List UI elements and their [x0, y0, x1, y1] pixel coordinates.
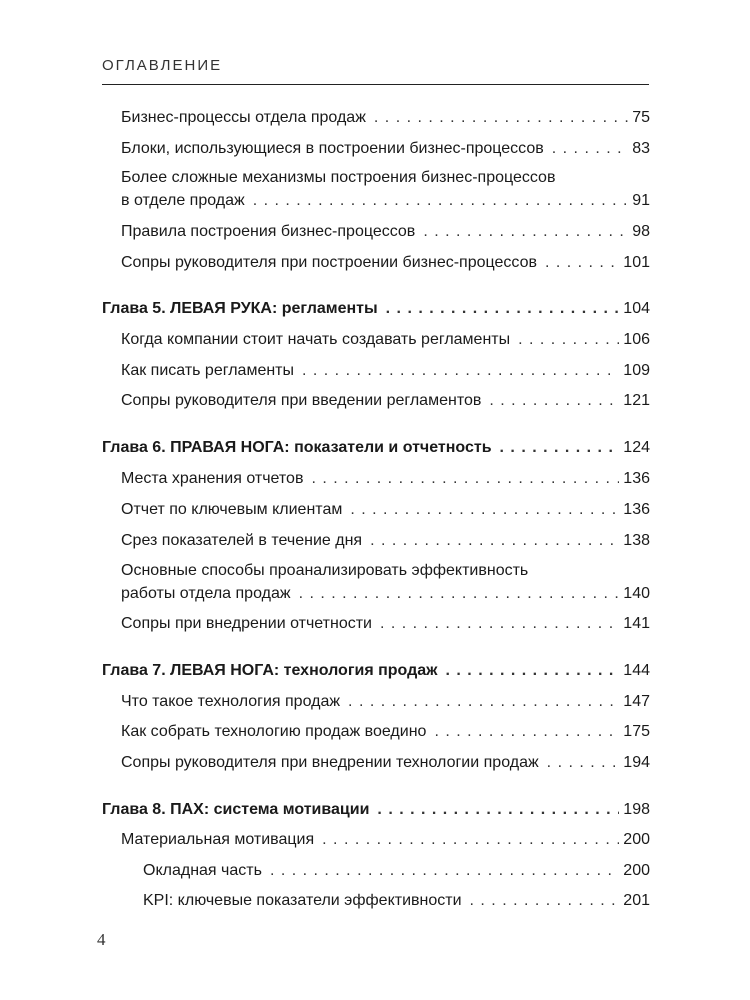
toc-entry	[121, 830, 650, 850]
toc-entry	[121, 469, 650, 489]
dot-leader	[552, 139, 628, 159]
dot-leader	[302, 361, 619, 381]
toc-entry	[121, 500, 650, 520]
dot-leader	[348, 692, 619, 712]
toc-chapter-page: 198	[623, 801, 650, 818]
toc-entry-title: Сопры руководителя при внедрении технологии продаж	[121, 754, 539, 771]
toc-entry-title: в отделе продаж	[121, 192, 245, 209]
toc-entry	[121, 139, 650, 159]
toc-entry-page: 91	[632, 192, 650, 209]
toc-entry	[121, 222, 650, 242]
toc-entry-title: Когда компании стоит начать создавать регламенты	[121, 331, 511, 348]
toc-entry	[121, 253, 650, 273]
toc-entry-title: Сопры руководителя при построении бизнес-процессов	[121, 254, 537, 271]
dot-leader	[380, 614, 619, 634]
toc-chapter	[102, 299, 650, 319]
dot-leader	[299, 584, 620, 604]
toc-entry-title: Материальная мотивация	[121, 831, 315, 848]
toc-entry-page: 200	[623, 831, 650, 848]
toc-entry-page: 121	[623, 392, 650, 409]
toc-entry	[121, 692, 650, 712]
dot-leader	[434, 722, 619, 742]
toc-entry	[121, 584, 650, 604]
toc-chapter-page: 104	[623, 300, 650, 317]
toc-entry	[121, 391, 650, 411]
toc-chapter-title: Глава 6. ПРАВАЯ НОГА: показатели и отчетность	[102, 439, 492, 456]
dot-leader	[311, 469, 619, 489]
toc-entry-page: 75	[632, 109, 650, 126]
toc-entry	[121, 108, 650, 128]
toc-entry-page: 147	[623, 693, 650, 710]
toc-chapter-title: Глава 5. ЛЕВАЯ РУКА: регламенты	[102, 300, 378, 317]
dot-leader	[518, 330, 619, 350]
toc-entry-title: Правила построения бизнес-процессов	[121, 223, 416, 240]
dot-leader	[370, 531, 619, 551]
toc-entry-title: Места хранения отчетов	[121, 470, 304, 487]
toc-entry-page: 141	[623, 615, 650, 632]
toc-entry-title: Сопры руководителя при введении регламентов	[121, 392, 482, 409]
dot-leader	[470, 891, 620, 911]
toc-entry-title: Срез показателей в течение дня	[121, 532, 363, 549]
dot-leader	[253, 191, 628, 211]
dot-leader	[374, 108, 628, 128]
toc-entry-title: Бизнес-процессы отдела продаж	[121, 109, 366, 126]
toc-chapter-page: 144	[623, 662, 650, 679]
dot-leader	[547, 753, 620, 773]
toc-subentry-title: Окладная часть	[143, 862, 262, 879]
toc-chapter	[102, 661, 650, 681]
toc-entry-title: работы отдела продаж	[121, 585, 291, 602]
toc-chapter-title: Глава 8. ПАХ: система мотивации	[102, 801, 370, 818]
dot-leader	[350, 500, 619, 520]
toc-entry	[121, 722, 650, 742]
toc-subentry-page: 200	[623, 862, 650, 879]
toc-entry-title: Отчет по ключевым клиентам	[121, 501, 343, 518]
toc-entry-title: Сопры при внедрении отчетности	[121, 615, 372, 632]
toc-entry	[121, 753, 650, 773]
toc-entry-title: Как собрать технологию продаж воедино	[121, 723, 427, 740]
toc-entry	[121, 361, 650, 381]
toc-entry-title: Что такое технология продаж	[121, 693, 341, 710]
dot-leader	[489, 391, 619, 411]
toc-entry-page: 83	[632, 140, 650, 157]
toc-chapter-page: 124	[623, 439, 650, 456]
dot-leader	[386, 299, 620, 319]
toc-entry-page: 136	[623, 501, 650, 518]
toc-entry-page: 136	[623, 470, 650, 487]
dot-leader	[322, 830, 619, 850]
toc-entry-page: 101	[623, 254, 650, 271]
running-header: ОГЛАВЛЕНИЕ	[102, 57, 223, 74]
toc-entry-title: Блоки, использующиеся в построении бизнес-процессов	[121, 140, 544, 157]
toc-chapter	[102, 438, 650, 458]
toc-entry-title-line1: Более сложные механизмы построения бизнес-процессов	[121, 169, 556, 186]
toc-subentry	[143, 861, 650, 881]
dot-leader	[500, 438, 620, 458]
dot-leader	[446, 661, 620, 681]
toc-entry	[121, 614, 650, 634]
toc-entry-page: 109	[623, 362, 650, 379]
toc-subentry	[143, 891, 650, 911]
toc-entry	[121, 191, 650, 211]
toc-entry-title-line1: Основные способы проанализировать эффективность	[121, 562, 529, 579]
dot-leader	[423, 222, 628, 242]
dot-leader	[377, 800, 619, 820]
toc-entry	[121, 330, 650, 350]
toc-chapter-title: Глава 7. ЛЕВАЯ НОГА: технология продаж	[102, 662, 438, 679]
toc-chapter	[102, 800, 650, 820]
toc-subentry-title: KPI: ключевые показатели эффективности	[143, 892, 462, 909]
toc-entry-page: 175	[623, 723, 650, 740]
dot-leader	[270, 861, 619, 881]
toc-subentry-page: 201	[623, 892, 650, 909]
toc-entry-page: 194	[623, 754, 650, 771]
toc-entry-title: Как писать регламенты	[121, 362, 294, 379]
toc-entry	[121, 531, 650, 551]
page-number: 4	[97, 930, 106, 949]
dot-leader	[545, 253, 619, 273]
toc-entry-page: 138	[623, 532, 650, 549]
toc-entry-page: 140	[623, 585, 650, 602]
toc-entry-page: 98	[632, 223, 650, 240]
toc-entry-page: 106	[623, 331, 650, 348]
